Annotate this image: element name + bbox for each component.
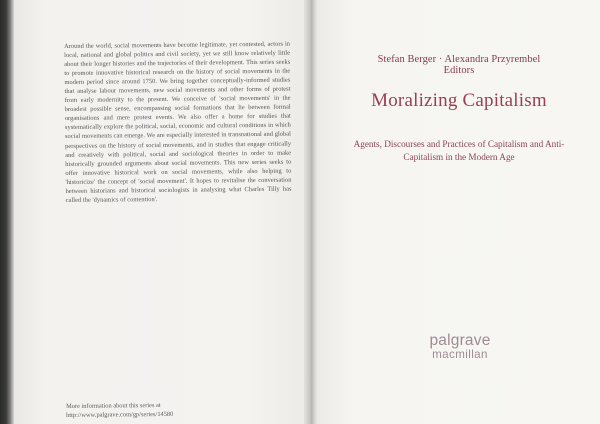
- editors-line: [318, 54, 600, 76]
- editor-names: Stefan Berger · Alexandra Przyrembel: [377, 54, 541, 65]
- series-description: Around the world, social movements have become legitimate, yet contested, actors in local, national and global politics and civil society, yet we still know relatively little about their longer histories and the trajectories of their development. This series seeks to promote innovative historical research on the history of social movements in the modern period since around 1750. We bring together conceptually-informed studies that analyse labour movements, new social movements and other forms of protest from early modernity to the present. We conceive of 'social movements' in the broadest possible sense, encompassing social formations that lie between formal organisations and mere protest events. We also offer a home for studies that systematically explore the political, social, economic and cultural conditions in which social movements can emerge. We are especially interested in transnational and global perspectives on the history of social movements, and in studies that engage critically and creatively with political, social and sociological theories in order to make historically grounded arguments about social movements. This new series seeks to offer innovative historical work on social movements, while also helping to 'historicize' the concept of 'social movement'. It hopes to revitalise the conversation between historians and historical sociologists in analysing what Charles Tilly has called the 'dynamics of contention'.: [64, 40, 292, 204]
- book-title: Moralizing Capitalism: [371, 90, 547, 111]
- publisher-logo: [398, 333, 522, 361]
- book-gutter: [304, 0, 318, 424]
- series-url: http://www.palgrave.com/gp/series/14580: [66, 411, 174, 420]
- editors-role: Editors: [443, 65, 475, 76]
- book-subtitle: Agents, Discourses and Practices of Capitalism and Anti-Capitalism in the Modern Age: [353, 139, 565, 162]
- series-more-info: [66, 400, 286, 421]
- publisher-logo-bottom: macmillan: [432, 348, 488, 361]
- publisher-logo-top: palgrave: [429, 332, 491, 349]
- book-edge-shadow: [0, 0, 14, 424]
- more-info-label: More information about this series at: [66, 402, 161, 410]
